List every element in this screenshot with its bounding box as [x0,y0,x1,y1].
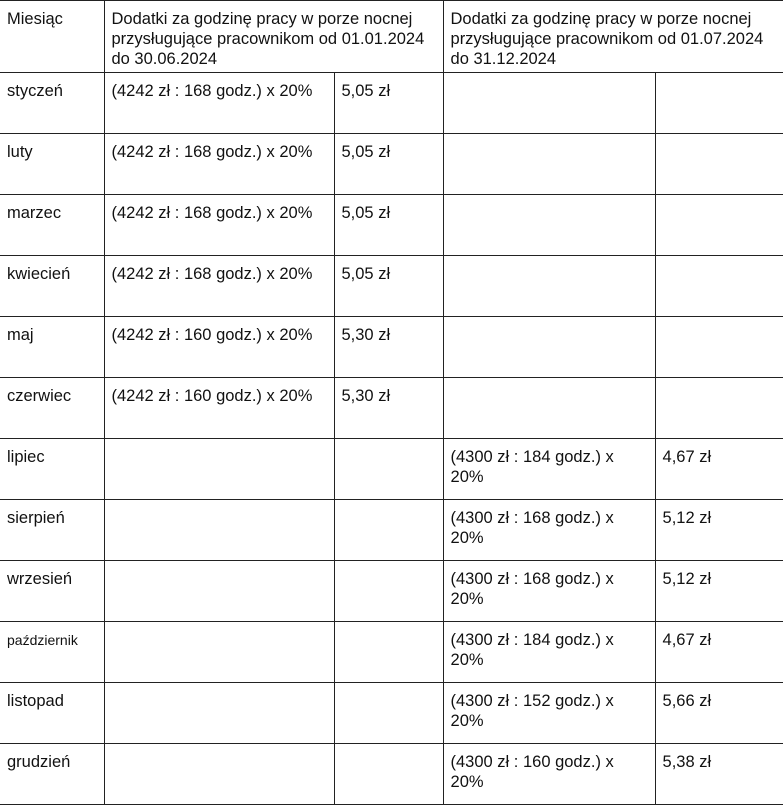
header-period-first-half: Dodatki za godzinę pracy w porze nocnej przysługujące pracownikom od 01.01.2024 do 30.06.2024 [104,1,443,73]
value-first-half-cell [334,561,443,622]
value-first-half-cell [334,622,443,683]
table-row [0,134,783,195]
month-cell: lipiec [0,439,104,500]
formula-second-half-cell: (4300 zł : 184 godz.) x 20% [443,439,655,500]
table-row [0,439,783,500]
formula-second-half-cell [443,73,655,134]
formula-second-half-cell: (4300 zł : 184 godz.) x 20% [443,622,655,683]
month-cell: październik [0,622,104,683]
formula-first-half-cell [104,683,334,744]
value-second-half-cell: 5,38 zł [655,744,783,805]
month-cell: czerwiec [0,378,104,439]
month-cell: wrzesień [0,561,104,622]
formula-first-half-cell: (4242 zł : 168 godz.) x 20% [104,73,334,134]
value-first-half-cell: 5,05 zł [334,134,443,195]
value-second-half-cell [655,73,783,134]
header-period-second-half: Dodatki za godzinę pracy w porze nocnej przysługujące pracownikom od 01.07.2024 do 31.12.2024 [443,1,783,73]
month-cell: kwiecień [0,256,104,317]
formula-second-half-cell: (4300 zł : 160 godz.) x 20% [443,744,655,805]
table-row [0,683,783,744]
table-row [0,744,783,805]
formula-second-half-cell [443,195,655,256]
table-row [0,73,783,134]
formula-second-half-cell: (4300 zł : 168 godz.) x 20% [443,561,655,622]
formula-first-half-cell [104,561,334,622]
month-cell: marzec [0,195,104,256]
table-row [0,256,783,317]
table-row [0,622,783,683]
formula-first-half-cell: (4242 zł : 168 godz.) x 20% [104,195,334,256]
value-first-half-cell: 5,30 zł [334,378,443,439]
formula-first-half-cell: (4242 zł : 168 godz.) x 20% [104,134,334,195]
value-second-half-cell: 5,66 zł [655,683,783,744]
month-cell: listopad [0,683,104,744]
formula-second-half-cell: (4300 zł : 168 godz.) x 20% [443,500,655,561]
formula-second-half-cell [443,134,655,195]
value-first-half-cell [334,683,443,744]
value-second-half-cell: 5,12 zł [655,561,783,622]
value-second-half-cell [655,195,783,256]
table-row [0,378,783,439]
formula-first-half-cell: (4242 zł : 160 godz.) x 20% [104,317,334,378]
month-cell: luty [0,134,104,195]
value-first-half-cell: 5,30 zł [334,317,443,378]
formula-first-half-cell [104,439,334,500]
value-first-half-cell [334,439,443,500]
formula-second-half-cell [443,256,655,317]
value-first-half-cell [334,744,443,805]
value-first-half-cell: 5,05 zł [334,195,443,256]
value-second-half-cell: 4,67 zł [655,622,783,683]
value-second-half-cell [655,378,783,439]
formula-second-half-cell [443,378,655,439]
value-first-half-cell: 5,05 zł [334,73,443,134]
formula-first-half-cell: (4242 zł : 160 godz.) x 20% [104,378,334,439]
table-row [0,500,783,561]
formula-first-half-cell: (4242 zł : 168 godz.) x 20% [104,256,334,317]
formula-first-half-cell [104,500,334,561]
formula-second-half-cell [443,317,655,378]
value-second-half-cell: 4,67 zł [655,439,783,500]
table-header-row [0,1,783,73]
table-row [0,561,783,622]
month-cell: maj [0,317,104,378]
table-body [0,73,783,805]
table-row [0,317,783,378]
value-second-half-cell [655,134,783,195]
month-cell: styczeń [0,73,104,134]
value-second-half-cell [655,317,783,378]
value-second-half-cell [655,256,783,317]
table-row [0,195,783,256]
month-cell: grudzień [0,744,104,805]
formula-first-half-cell [104,622,334,683]
formula-first-half-cell [104,744,334,805]
header-month: Miesiąc [0,1,104,73]
value-first-half-cell: 5,05 zł [334,256,443,317]
value-second-half-cell: 5,12 zł [655,500,783,561]
formula-second-half-cell: (4300 zł : 152 godz.) x 20% [443,683,655,744]
value-first-half-cell [334,500,443,561]
month-cell: sierpień [0,500,104,561]
